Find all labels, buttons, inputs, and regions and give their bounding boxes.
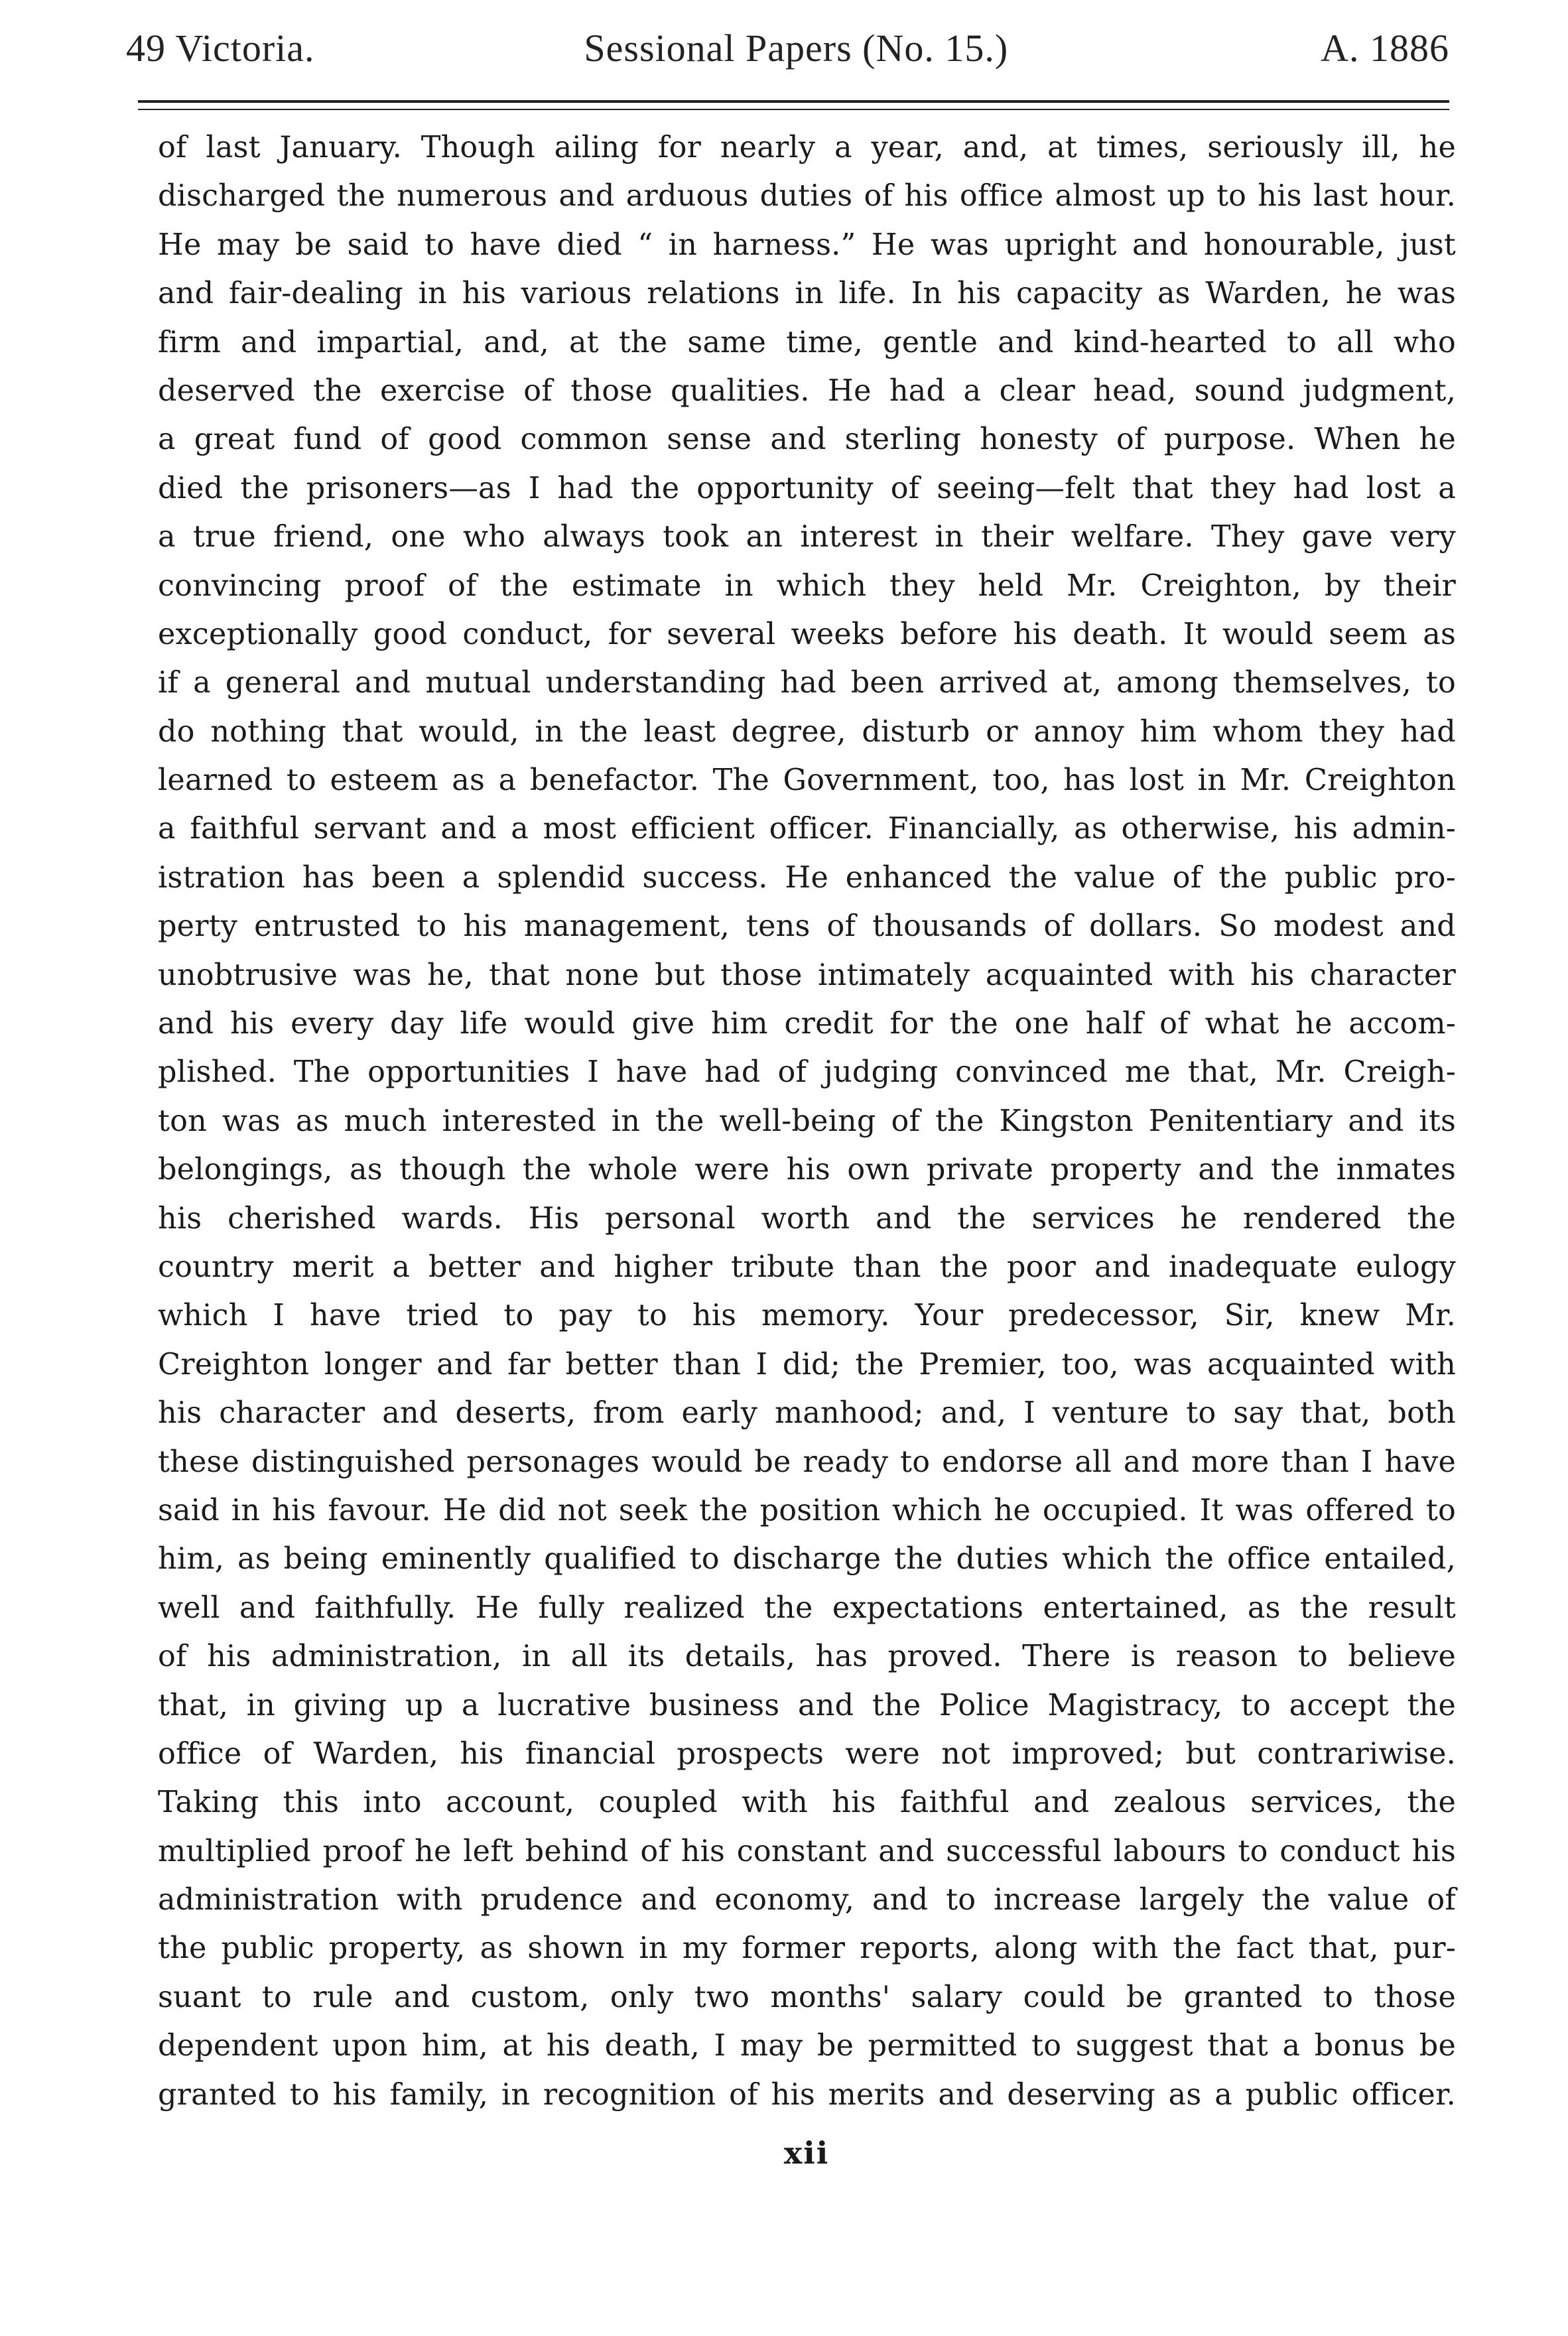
body-text [158,123,1456,2119]
header-title: Sessional Papers (No. 15.) [584,26,1009,70]
text-line: and his every day life would give him credit for the one half of what he accom- [158,1007,1456,1041]
text-line: Taking this into account, coupled with his faithful and zealous services, the [158,1785,1456,1820]
text-line: discharged the numerous and arduous duties of his office almost up to his last hour. [158,179,1456,214]
text-line: Creighton longer and far better than I did; the Premier, too, was acquainted with [158,1347,1456,1382]
header-volume: 49 Victoria. [126,26,315,70]
text-line: a faithful servant and a most efficient officer. Financially, as otherwise, his admin- [158,812,1456,846]
text-line: his character and deserts, from early manhood; and, I venture to say that, both [158,1396,1456,1431]
header-rule-thick [138,100,1449,103]
header-rule-thin [138,109,1449,110]
text-line: learned to esteem as a benefactor. The Government, too, has lost in Mr. Creighton [158,763,1456,798]
text-line: which I have tried to pay to his memory. Your predecessor, Sir, knew Mr. [158,1299,1456,1333]
text-line: him, as being eminently qualified to discharge the duties which the office entailed, [158,1542,1456,1577]
text-line: plished. The opportunities I have had of judging convinced me that, Mr. Creigh- [158,1055,1456,1090]
text-line: multiplied proof he left behind of his constant and successful labours to conduct his [158,1834,1456,1868]
text-line: suant to rule and custom, only two months' salary could be granted to those [158,1980,1456,2014]
text-line: if a general and mutual understanding had been arrived at, among themselves, to [158,666,1456,700]
text-line: He may be said to have died “ in harness.” He was upright and honourable, just [158,227,1456,262]
text-line: of last January. Though ailing for nearly a year, and, at times, seriously ill, he [158,131,1456,164]
text-line: firm and impartial, and, at the same time, gentle and kind-hearted to all who [158,325,1456,359]
text-line: well and faithfully. He fully realized the expectations entertained, as the result [158,1590,1456,1625]
text-line: dependent upon him, at his death, I may be permitted to suggest that a bonus be [158,2029,1456,2063]
text-line: unobtrusive was he, that none but those intimately acquainted with his character [158,958,1456,992]
text-line: said in his favour. He did not seek the position which he occupied. It was offered to [158,1493,1456,1527]
text-line: do nothing that would, in the least degree, disturb or annoy him whom they had [158,714,1456,749]
text-line: ton was as much interested in the well-being of the Kingston Penitentiary and its [158,1104,1456,1138]
text-line: belongings, as though the whole were his own private property and the inmates [158,1153,1456,1187]
text-line: died the prisoners—as I had the opportunity of seeing—felt that they had lost a [158,471,1456,505]
text-line: granted to his family, in recognition of his merits and deserving as a public officer. [158,2077,1456,2112]
text-line: these distinguished personages would be ready to endorse all and more than I have [158,1445,1456,1479]
text-line: of his administration, in all its details, has proved. There is reason to believe [158,1640,1456,1674]
text-line: administration with prudence and economy, and to increase largely the value of [158,1883,1456,1917]
header-year: A. 1886 [1321,26,1449,70]
text-line: his cherished wards. His personal worth and the services he rendered the [158,1201,1456,1236]
text-line: office of Warden, his financial prospects were not improved; but contrariwise. [158,1736,1456,1771]
page-number: xii [783,2135,830,2171]
text-line: country merit a better and higher tribute than the poor and inadequate eulogy [158,1250,1456,1284]
text-line: deserved the exercise of those qualities. He had a clear head, sound judgment, [158,373,1456,408]
text-line: istration has been a splendid success. He enhanced the value of the public pro- [158,860,1456,895]
text-line: exceptionally good conduct, for several weeks before his death. It would seem as [158,617,1456,651]
text-line: convincing proof of the estimate in which they held Mr. Creighton, by their [158,568,1456,603]
text-line: that, in giving up a lucrative business and the Police Magistracy, to accept the [158,1688,1456,1722]
text-line: a true friend, one who always took an interest in their welfare. They gave very [158,520,1456,554]
text-line: perty entrusted to his management, tens of thousands of dollars. So modest and [158,909,1456,944]
text-line: and fair-dealing in his various relations in life. In his capacity as Warden, he was [158,277,1456,311]
text-line: the public property, as shown in my former reports, along with the fact that, pur- [158,1931,1456,1966]
text-line: a great fund of good common sense and sterling honesty of purpose. When he [158,422,1456,457]
running-header [126,15,1449,81]
